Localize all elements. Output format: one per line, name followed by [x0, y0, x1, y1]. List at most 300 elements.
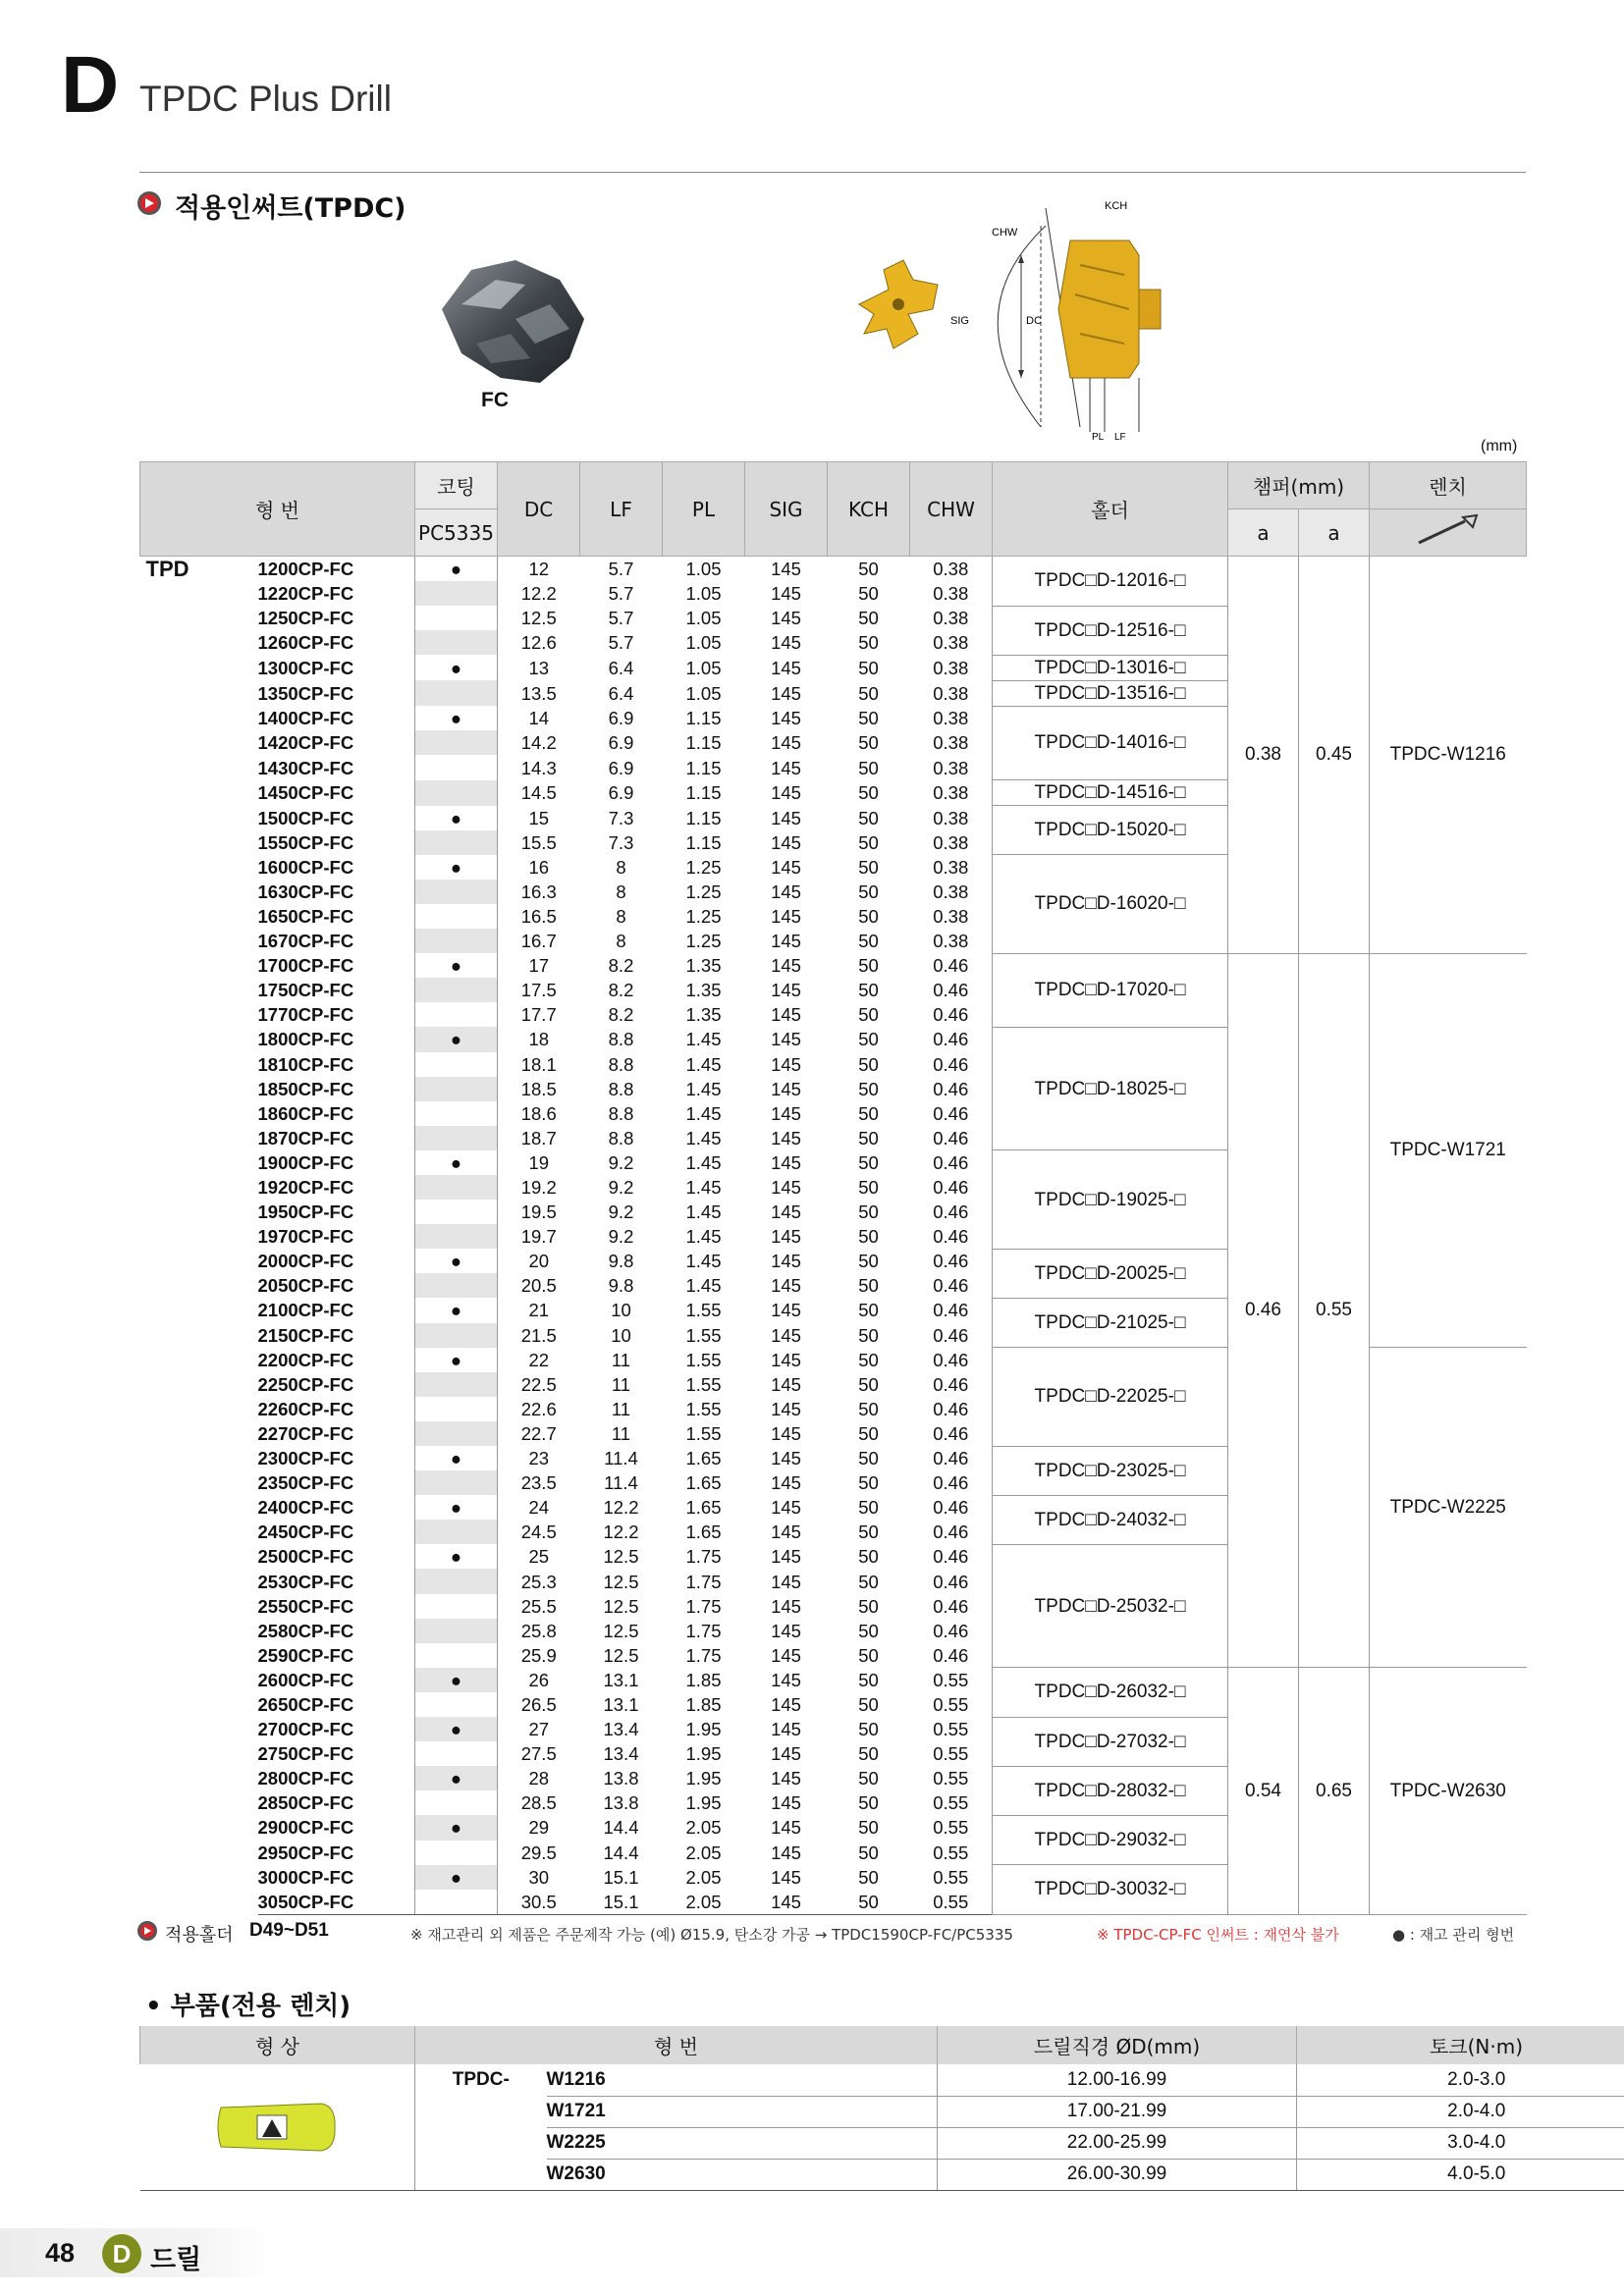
wrench-icon: [1370, 509, 1527, 557]
cell-chw: 0.46: [933, 1251, 969, 1272]
cell-pl: 1.45: [685, 1127, 722, 1148]
stock-mark: [415, 929, 498, 953]
cell-chw: 0.46: [933, 1078, 969, 1099]
cell-chw: 0.46: [933, 1620, 969, 1641]
cell-kch: 50: [858, 1693, 879, 1715]
cell-kch: 50: [858, 1127, 879, 1148]
part-number: 1700CP-FC: [257, 955, 354, 977]
cell-dc: 19.2: [520, 1177, 557, 1199]
stock-mark: [415, 1594, 498, 1619]
cell-sig: 145: [771, 831, 801, 853]
holder-code: TPDC□D-14016-□: [993, 706, 1228, 779]
cell-sig: 145: [771, 856, 801, 878]
cell-pl: 1.85: [685, 1669, 722, 1690]
cell-chw: 0.38: [933, 708, 969, 729]
accessories-title: • 부품(전용 렌치): [145, 1992, 352, 2021]
cell-pl: 1.45: [685, 1226, 722, 1248]
chapter-label: 드릴: [150, 2245, 202, 2275]
part-number: 2450CP-FC: [257, 1522, 354, 1543]
cell-lf: 5.7: [608, 632, 634, 654]
cell-lf: 12.2: [603, 1497, 639, 1519]
cell-sig: 145: [771, 1842, 801, 1863]
cell-lf: 11: [611, 1349, 631, 1370]
cell-dc: 18.1: [520, 1053, 557, 1075]
wrench-table: [139, 2026, 1624, 2191]
stock-mark: [415, 1175, 498, 1200]
part-number: 1550CP-FC: [257, 831, 354, 853]
header-chamfer-a2: a: [1299, 509, 1370, 557]
part-number: 2950CP-FC: [257, 1842, 354, 1863]
cell-kch: 50: [858, 1472, 879, 1494]
cell-pl: 1.55: [685, 1349, 722, 1370]
stock-mark: [415, 780, 498, 806]
stock-mark: ●: [415, 1717, 498, 1741]
part-number: 2650CP-FC: [257, 1693, 354, 1715]
wrench-code: W2225: [547, 2127, 938, 2159]
cell-dc: 14: [528, 708, 550, 729]
cell-chw: 0.55: [933, 1669, 969, 1690]
cell-pl: 1.15: [685, 831, 722, 853]
cell-chw: 0.38: [933, 905, 969, 927]
wrench-code: W1721: [547, 2096, 938, 2127]
cell-dc: 25.9: [520, 1644, 557, 1666]
part-number: 2800CP-FC: [257, 1768, 354, 1789]
cell-sig: 145: [771, 1151, 801, 1173]
stock-mark: [415, 1619, 498, 1643]
cell-pl: 1.55: [685, 1422, 722, 1444]
part-number: 1750CP-FC: [257, 980, 354, 1001]
cell-dc: 23.5: [520, 1472, 557, 1494]
cell-lf: 9.2: [608, 1201, 634, 1223]
stock-mark: ●: [415, 1249, 498, 1273]
part-number: 2300CP-FC: [257, 1448, 354, 1469]
part-number: 2200CP-FC: [257, 1349, 354, 1370]
part-number: 2600CP-FC: [257, 1669, 354, 1690]
cell-dc: 14.5: [520, 782, 557, 804]
part-number: 2270CP-FC: [257, 1422, 354, 1444]
cell-lf: 8.2: [608, 980, 634, 1001]
cell-sig: 145: [771, 1719, 801, 1740]
cell-sig: 145: [771, 905, 801, 927]
cell-pl: 1.65: [685, 1472, 722, 1494]
cell-kch: 50: [858, 1522, 879, 1543]
cell-dc: 18: [528, 1029, 550, 1050]
insert-dimension-diagram: [844, 196, 1227, 447]
stock-mark: [415, 1101, 498, 1126]
cell-lf: 8: [616, 905, 626, 927]
part-number: 1400CP-FC: [257, 708, 354, 729]
cell-lf: 6.9: [608, 708, 634, 729]
cell-sig: 145: [771, 1029, 801, 1050]
stock-mark: [415, 1841, 498, 1865]
cell-sig: 145: [771, 1398, 801, 1419]
cell-kch: 50: [858, 1004, 879, 1026]
cell-pl: 1.15: [685, 782, 722, 804]
cell-kch: 50: [858, 1422, 879, 1444]
cell-sig: 145: [771, 1448, 801, 1469]
part-number: 1450CP-FC: [257, 782, 354, 804]
cell-pl: 1.55: [685, 1324, 722, 1346]
stock-mark: ●: [415, 1348, 498, 1372]
part-number: 1920CP-FC: [257, 1177, 354, 1199]
stock-mark: ●: [415, 806, 498, 830]
cell-lf: 8.8: [608, 1127, 634, 1148]
cell-lf: 9.2: [608, 1151, 634, 1173]
cell-sig: 145: [745, 1890, 828, 1915]
cell-lf: 12.5: [603, 1595, 639, 1617]
cell-kch: 50: [858, 583, 879, 605]
wrench-torque: 3.0-4.0: [1297, 2127, 1624, 2159]
cell-chw: 0.46: [933, 1226, 969, 1248]
cell-chw: 0.46: [933, 1053, 969, 1075]
stock-mark: ●: [415, 706, 498, 730]
cell-sig: 145: [771, 708, 801, 729]
acc-header-torque: 토크(N·m): [1297, 2026, 1624, 2064]
label-dc: DC: [1026, 315, 1042, 327]
insert-photo: [422, 250, 604, 398]
cell-dc: 17.7: [520, 1004, 557, 1026]
wrench-torque: 4.0-5.0: [1297, 2159, 1624, 2190]
cell-lf: 14.4: [603, 1842, 639, 1863]
stock-mark: [415, 755, 498, 779]
cell-chw: 0.46: [933, 1448, 969, 1469]
cell-kch: 50: [858, 980, 879, 1001]
holder-code: TPDC□D-22025-□: [993, 1348, 1228, 1446]
cell-sig: 145: [771, 1792, 801, 1814]
cell-pl: 1.75: [685, 1595, 722, 1617]
cell-lf: 6.9: [608, 732, 634, 754]
cell-pl: 1.25: [685, 881, 722, 902]
cell-lf: 6.9: [608, 782, 634, 804]
cell-pl: 1.45: [685, 1029, 722, 1050]
cell-chw: 0.38: [933, 757, 969, 778]
cell-kch: 50: [858, 1842, 879, 1863]
header-chw: CHW: [910, 462, 993, 557]
cell-pl: 1.95: [685, 1768, 722, 1789]
cell-sig: 145: [771, 807, 801, 828]
header-coating: 코팅: [415, 462, 498, 509]
cell-sig: 145: [771, 1669, 801, 1690]
cell-pl: 1.05: [685, 583, 722, 605]
label-chw: CHW: [992, 227, 1018, 239]
holder-code: TPDC□D-23025-□: [993, 1446, 1228, 1495]
cell-dc: 18.5: [520, 1078, 557, 1099]
cell-kch: 50: [858, 1620, 879, 1641]
cell-chw: 0.38: [933, 682, 969, 704]
cell-dc: 20.5: [520, 1275, 557, 1297]
cell-lf: 11: [611, 1398, 631, 1419]
stock-mark: ●: [415, 1298, 498, 1322]
stock-mark: [415, 880, 498, 904]
stock-mark: [415, 1077, 498, 1101]
cell-dc: 19: [528, 1151, 550, 1173]
cell-sig: 145: [771, 881, 801, 902]
cell-dc: 28.5: [520, 1792, 557, 1814]
table-row: [140, 1668, 1527, 1692]
cell-sig: 145: [771, 1866, 801, 1888]
cell-pl: 1.55: [685, 1373, 722, 1395]
stock-mark: [415, 978, 498, 1002]
cell-chw: 0.38: [933, 831, 969, 853]
stock-mark: [415, 1790, 498, 1815]
cell-sig: 145: [771, 1620, 801, 1641]
part-number: 1860CP-FC: [257, 1102, 354, 1124]
stock-mark: [415, 1692, 498, 1717]
stock-mark: ●: [415, 1150, 498, 1175]
header-chamfer: 챔퍼(mm): [1228, 462, 1370, 509]
cell-kch: 50: [858, 1373, 879, 1395]
cell-dc: 18.6: [520, 1102, 557, 1124]
cell-lf: 6.4: [608, 682, 634, 704]
cell-kch: 50: [858, 1595, 879, 1617]
header-grade: PC5335: [415, 509, 498, 557]
cell-kch: 50: [858, 732, 879, 754]
cell-sig: 145: [771, 559, 801, 579]
cell-sig: 145: [771, 1595, 801, 1617]
stock-mark: [415, 1569, 498, 1593]
cell-dc: 29: [528, 1817, 550, 1839]
stock-mark: ●: [415, 655, 498, 680]
stock-mark: [415, 1273, 498, 1298]
cell-chw: 0.55: [910, 1890, 993, 1915]
part-number: 2050CP-FC: [257, 1275, 354, 1297]
part-number: 2400CP-FC: [257, 1497, 354, 1519]
cell-kch: 50: [858, 757, 879, 778]
cell-kch: 50: [858, 782, 879, 804]
cell-kch: 50: [858, 1349, 879, 1370]
cell-chw: 0.38: [933, 732, 969, 754]
cell-chw: 0.55: [933, 1866, 969, 1888]
holder-code: TPDC□D-21025-□: [993, 1298, 1228, 1347]
cell-chw: 0.46: [933, 1151, 969, 1173]
cell-lf: 15.1: [603, 1866, 639, 1888]
regrind-note: ※ TPDC-CP-FC 인써트 : 재연삭 불가: [1097, 1926, 1339, 1944]
cell-chw: 0.38: [933, 559, 969, 579]
cell-dc: 17: [528, 955, 550, 977]
part-number: 1800CP-FC: [257, 1029, 354, 1050]
cell-sig: 145: [771, 1546, 801, 1568]
stock-mark: ●: [415, 1544, 498, 1569]
cell-dc: 16.3: [520, 881, 557, 902]
cell-pl: 1.95: [685, 1719, 722, 1740]
cell-chw: 0.46: [933, 1102, 969, 1124]
cell-pl: 1.45: [685, 1201, 722, 1223]
cell-chw: 0.46: [933, 1349, 969, 1370]
cell-lf: 13.1: [603, 1693, 639, 1715]
cell-chw: 0.55: [933, 1792, 969, 1814]
cell-lf: 10: [611, 1300, 631, 1321]
cell-chw: 0.46: [933, 1300, 969, 1321]
cell-kch: 50: [858, 1102, 879, 1124]
cell-kch: 50: [858, 559, 879, 579]
cell-lf: 13.4: [603, 1719, 639, 1740]
cell-chw: 0.55: [933, 1817, 969, 1839]
cell-lf: 14.4: [603, 1817, 639, 1839]
part-number: 1670CP-FC: [257, 931, 354, 952]
cell-chw: 0.38: [933, 632, 969, 654]
stock-mark: [415, 1002, 498, 1027]
part-number: 1630CP-FC: [257, 881, 354, 902]
cell-pl: 1.45: [685, 1177, 722, 1199]
cell-kch: 50: [858, 955, 879, 977]
part-number: 2590CP-FC: [257, 1644, 354, 1666]
cell-kch: 50: [858, 1251, 879, 1272]
cell-kch: 50: [858, 1078, 879, 1099]
cell-kch: 50: [858, 1226, 879, 1248]
cell-pl: 1.35: [685, 955, 722, 977]
cell-dc: 24: [528, 1497, 550, 1519]
cell-lf: 13.1: [603, 1669, 639, 1690]
stock-mark: [415, 1126, 498, 1150]
cell-dc: 16.5: [520, 905, 557, 927]
wrench-code: TPDC-W1721: [1370, 953, 1527, 1348]
holder-code: TPDC□D-15020-□: [993, 806, 1228, 855]
cell-sig: 145: [771, 1497, 801, 1519]
cell-chw: 0.46: [933, 1201, 969, 1223]
wrench-image-cell: [140, 2064, 415, 2190]
stock-mark: ●: [415, 1815, 498, 1840]
cell-pl: 1.15: [685, 757, 722, 778]
cell-chw: 0.46: [933, 1497, 969, 1519]
cell-pl: 1.55: [685, 1398, 722, 1419]
cell-pl: 1.45: [685, 1151, 722, 1173]
cell-dc: 28: [528, 1768, 550, 1789]
cell-dc: 25.5: [520, 1595, 557, 1617]
cell-dc: 30: [528, 1866, 550, 1888]
cell-dc: 23: [528, 1448, 550, 1469]
acc-header-part-no: 형 번: [415, 2026, 938, 2064]
cell-sig: 145: [771, 1422, 801, 1444]
cell-dc: 26.5: [520, 1693, 557, 1715]
cell-kch: 50: [858, 1398, 879, 1419]
cell-lf: 8.2: [608, 955, 634, 977]
cell-sig: 145: [771, 657, 801, 678]
cell-lf: 5.7: [608, 583, 634, 605]
cell-lf: 12.5: [603, 1620, 639, 1641]
cell-dc: 30.5: [498, 1890, 580, 1915]
stock-mark: [415, 904, 498, 929]
wrench-diameter-range: 22.00-25.99: [938, 2127, 1297, 2159]
label-sig: SIG: [950, 315, 969, 327]
cell-pl: 1.35: [685, 1004, 722, 1026]
cell-pl: 1.15: [685, 807, 722, 828]
chamfer-a1: 0.46: [1228, 953, 1299, 1668]
part-number: 1870CP-FC: [257, 1127, 354, 1148]
stock-mark: [415, 1520, 498, 1544]
cell-dc: 13.5: [520, 682, 557, 704]
chamfer-a2: 0.55: [1299, 953, 1370, 1668]
cell-lf: 9.2: [608, 1177, 634, 1199]
part-number: 1500CP-FC: [257, 807, 354, 828]
cell-dc: 22.6: [520, 1398, 557, 1419]
cell-sig: 145: [771, 955, 801, 977]
cell-kch: 50: [858, 1275, 879, 1297]
cell-kch: 50: [858, 608, 879, 629]
cell-dc: 22: [528, 1349, 550, 1370]
cell-kch: 50: [858, 1300, 879, 1321]
cell-lf: 5.7: [608, 608, 634, 629]
cell-chw: 0.46: [933, 1571, 969, 1592]
cell-chw: 0.46: [933, 1522, 969, 1543]
cell-dc: 12: [528, 559, 550, 579]
cell-dc: 20: [528, 1251, 550, 1272]
section-title: 적용인써트(TPDC): [175, 193, 406, 224]
cell-chw: 0.46: [933, 1324, 969, 1346]
holder-code: TPDC□D-29032-□: [993, 1815, 1228, 1864]
part-number: 2550CP-FC: [257, 1595, 354, 1617]
cell-dc: 22.5: [520, 1373, 557, 1395]
part-number: 2850CP-FC: [257, 1792, 354, 1814]
cell-chw: 0.46: [933, 1275, 969, 1297]
cell-kch: 50: [858, 1546, 879, 1568]
cell-sig: 145: [771, 757, 801, 778]
cell-pl: 2.05: [685, 1866, 722, 1888]
cell-sig: 145: [771, 1053, 801, 1075]
cell-lf: 11.4: [604, 1448, 638, 1469]
cell-chw: 0.55: [933, 1719, 969, 1740]
cell-lf: 7.3: [608, 807, 634, 828]
section-arrow-icon: [137, 191, 161, 215]
cell-kch: 50: [858, 1669, 879, 1690]
unit-label: (mm): [1481, 438, 1518, 454]
cell-chw: 0.46: [933, 1644, 969, 1666]
cell-sig: 145: [771, 682, 801, 704]
cell-sig: 145: [771, 1817, 801, 1839]
insert-spec-table: [139, 461, 1527, 1915]
cell-pl: 1.45: [685, 1251, 722, 1272]
header-lf: LF: [580, 462, 663, 557]
cell-pl: 1.75: [685, 1644, 722, 1666]
holder-code: TPDC□D-20025-□: [993, 1249, 1228, 1298]
cell-dc: 24.5: [520, 1522, 557, 1543]
cell-kch: 50: [858, 1029, 879, 1050]
cell-sig: 145: [771, 782, 801, 804]
cell-chw: 0.46: [933, 980, 969, 1001]
wrench-code: TPDC-W1216: [1370, 557, 1527, 954]
cell-kch: 50: [858, 1497, 879, 1519]
cell-lf: 5.7: [608, 559, 634, 579]
cell-pl: 1.45: [685, 1275, 722, 1297]
part-number: 1970CP-FC: [257, 1226, 354, 1248]
label-kch: KCH: [1105, 200, 1128, 212]
part-number: 2100CP-FC: [257, 1300, 354, 1321]
holder-code: TPDC□D-12516-□: [993, 606, 1228, 655]
cell-kch: 50: [858, 931, 879, 952]
part-number: 1950CP-FC: [257, 1201, 354, 1223]
holder-code: TPDC□D-13516-□: [993, 680, 1228, 706]
cell-dc: 15.5: [520, 831, 557, 853]
cell-kch: 50: [858, 831, 879, 853]
cell-kch: 50: [858, 1571, 879, 1592]
cell-chw: 0.46: [933, 1373, 969, 1395]
stock-mark: [415, 630, 498, 655]
applicable-holder-label: 적용홀더: [165, 1925, 234, 1946]
cell-lf: 13.8: [603, 1792, 639, 1814]
cell-kch: 50: [858, 856, 879, 878]
cell-lf: 7.3: [608, 831, 634, 853]
series-label: TPD: [145, 557, 189, 581]
cell-dc: 12.6: [520, 632, 557, 654]
cell-dc: 26: [528, 1669, 550, 1690]
cell-kch: 50: [858, 1324, 879, 1346]
stock-mark: ●: [415, 1766, 498, 1790]
stock-mark: ●: [415, 1495, 498, 1520]
cell-lf: 12.5: [603, 1644, 639, 1666]
cell-sig: 145: [771, 1004, 801, 1026]
cell-sig: 145: [771, 1644, 801, 1666]
holder-code: TPDC□D-24032-□: [993, 1495, 1228, 1544]
cell-kch: 50: [858, 1792, 879, 1814]
